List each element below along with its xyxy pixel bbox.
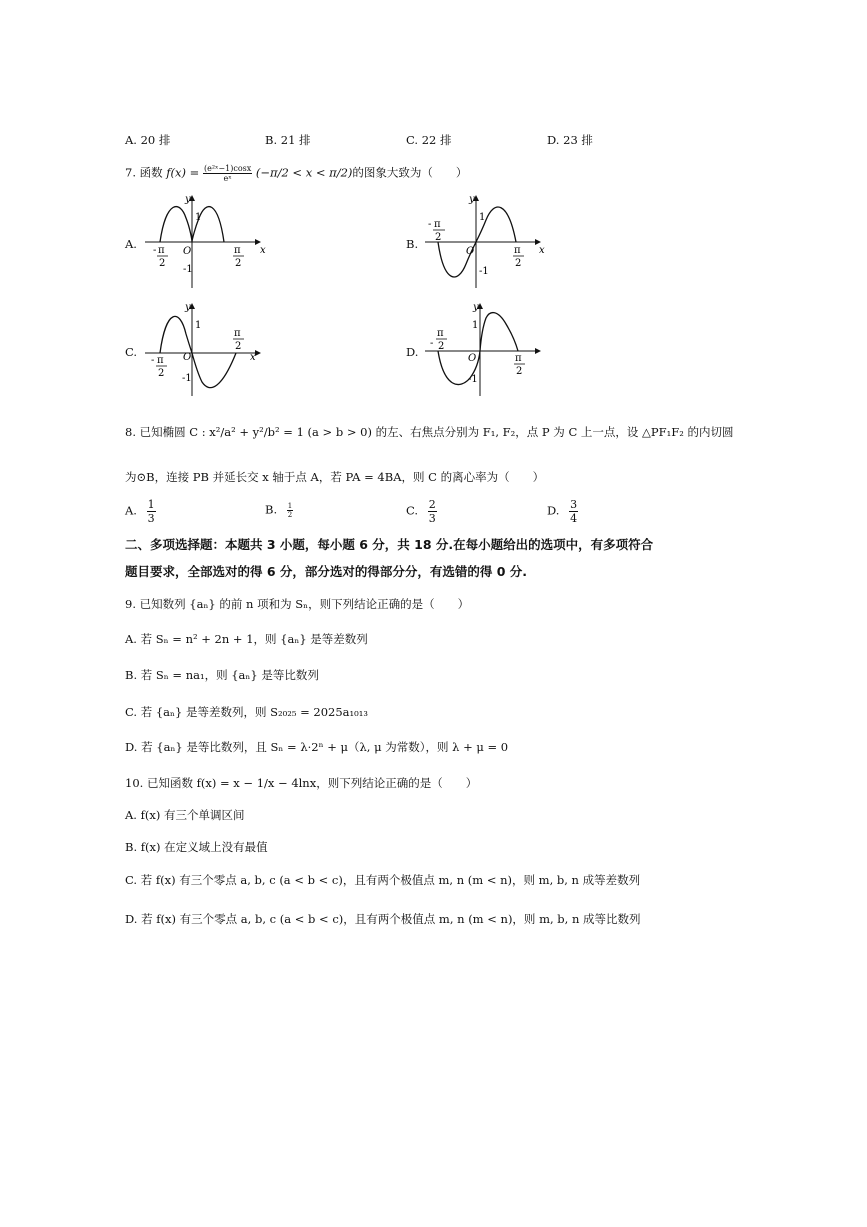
graph-b [420, 190, 550, 290]
graph-a-pi-right: π [234, 245, 241, 256]
graph-b-minus: - [428, 219, 432, 230]
graph-d-pi-right: π [515, 353, 522, 364]
q6-option-a: A. 20 排 [125, 133, 171, 147]
graph-label-a: A. [125, 237, 137, 251]
q7-func: f(x) = [166, 165, 203, 180]
q8-option-a-label: A. [125, 503, 137, 518]
q8-option-a-den: 3 [147, 512, 155, 525]
section2-heading-line1: 二、多项选择题：本题共 3 小题，每小题 6 分，共 18 分.在每小题给出的选项中，有多项符合 [125, 537, 654, 552]
q8-option-b [265, 502, 293, 519]
graph-c-two-right: 2 [235, 341, 242, 352]
q9-option-d: D. 若 {aₙ} 是等比数列，且 Sₙ = λ·2ⁿ + μ（λ, μ 为常数），则 λ + μ = 0 [125, 740, 509, 754]
q7-suffix: 的图象大致为（ ） [352, 165, 468, 180]
q8-option-c-num: 2 [428, 498, 436, 511]
graph-label-c: C. [125, 345, 138, 359]
graph-b-pi-right: π [514, 245, 521, 256]
graph-c [140, 298, 270, 398]
q7-fraction [203, 164, 252, 183]
graph-label-d: D. [406, 345, 419, 359]
q7-number: 7. [125, 165, 136, 180]
q7-prefix: 函数 [139, 165, 163, 180]
graph-b-two-right: 2 [515, 258, 522, 269]
q6-option-d: D. 23 排 [547, 133, 593, 147]
q8-option-b-frac [287, 502, 293, 519]
graph-c-minus: - [151, 355, 155, 366]
graph-b-neg-one: -1 [479, 266, 489, 277]
graph-b-origin: O [466, 246, 475, 257]
q8-line1 [125, 425, 733, 439]
graph-c-y-label: y [185, 302, 191, 313]
graph-c-two-left: 2 [158, 368, 165, 379]
graph-d-neg-one: -1 [468, 374, 478, 385]
q7-fraction-num: (e²ˣ−1)cosx [203, 164, 252, 173]
q8-line1-text: 已知椭圆 C : x²/a² + y²/b² = 1 (a > b > 0) 的左、右焦点分别为 F₁, F₂，点 P 为 C 上一点，设 △PF₁F₂ 的内切圆 [139, 425, 734, 439]
q10-option-a: A. f(x) 有三个单调区间 [125, 808, 245, 822]
q10-stem: 10. 已知函数 f(x) = x − 1/x − 4lnx，则下列结论正确的是（ ） [125, 776, 478, 790]
graph-d-one: 1 [472, 320, 479, 331]
q7-stem [125, 164, 467, 183]
graph-d-y-label: y [473, 302, 479, 313]
graph-b-y-label: y [469, 194, 475, 205]
graph-a-neg-one: -1 [183, 264, 193, 275]
q8-option-d-label: D. [547, 503, 560, 518]
q8-number: 8. [125, 425, 136, 439]
graph-a-two-right: 2 [235, 258, 242, 269]
graph-d-pi-left: π [437, 328, 444, 339]
graph-c-one: 1 [195, 320, 202, 331]
q8-option-a-num: 1 [147, 498, 155, 511]
graph-c-origin: O [183, 352, 192, 363]
graph-a-y-label: y [185, 194, 191, 205]
q10-option-b: B. f(x) 在定义域上没有最值 [125, 840, 268, 854]
q8-option-a [125, 498, 156, 525]
q8-option-c-label: C. [406, 503, 419, 518]
q8-line2: 为⊙B，连接 PB 并延长交 x 轴于点 A，若 PA = 4BA，则 C 的离心率为（ ） [125, 470, 545, 484]
q8-option-c-frac [428, 498, 437, 525]
graph-c-x-label: x [250, 352, 256, 363]
q8-option-c-den: 3 [428, 512, 436, 525]
graph-b-one: 1 [479, 212, 486, 223]
section2-heading-line2: 题目要求，全部选对的得 6 分，部分选对的得部分分，有选错的得 0 分. [125, 564, 528, 579]
q8-option-b-den: 2 [287, 511, 293, 519]
q8-option-d-den: 4 [570, 512, 578, 525]
graph-d-two-left: 2 [438, 341, 445, 352]
q9-stem: 9. 已知数列 {aₙ} 的前 n 项和为 Sₙ，则下列结论正确的是（ ） [125, 597, 470, 611]
graph-d-origin: O [468, 353, 477, 364]
q8-option-b-label: B. [265, 502, 278, 517]
graph-a-minus: - [153, 245, 157, 256]
graph-a-two-left: 2 [159, 258, 166, 269]
graph-a-x-label: x [260, 245, 266, 256]
graph-label-b: B. [406, 237, 419, 251]
q8-option-a-frac [147, 498, 156, 525]
q8-option-d-frac [569, 498, 578, 525]
q8-option-c [406, 498, 437, 525]
graph-a-pi-left: π [158, 245, 165, 256]
q9-option-a: A. 若 Sₙ = n² + 2n + 1，则 {aₙ} 是等差数列 [125, 632, 368, 646]
graph-d-two-right: 2 [516, 366, 523, 377]
q7-fraction-den: eˣ [223, 174, 232, 183]
q10-option-c: C. 若 f(x) 有三个零点 a, b, c (a < b < c)，且有两个极值点 m, n (m < n)，则 m, b, n 成等差数列 [125, 873, 641, 887]
graph-c-neg-one: -1 [182, 373, 192, 384]
q9-option-b: B. 若 Sₙ = na₁，则 {aₙ} 是等比数列 [125, 668, 319, 682]
q10-option-d: D. 若 f(x) 有三个零点 a, b, c (a < b < c)，且有两个极值点 m, n (m < n)，则 m, b, n 成等比数列 [125, 912, 641, 926]
graph-d [420, 298, 550, 398]
q9-option-c: C. 若 {aₙ} 是等差数列，则 S₂₀₂₅ = 2025a₁₀₁₃ [125, 705, 368, 719]
q8-option-d-num: 3 [570, 498, 578, 511]
q6-option-c: C. 22 排 [406, 133, 452, 147]
q8-option-d [547, 498, 578, 525]
graph-b-x-label: x [539, 245, 545, 256]
graph-b-pi-left: π [434, 219, 441, 230]
q8-option-b-num: 1 [287, 502, 293, 510]
graph-d-minus: - [430, 338, 434, 349]
graph-c-pi-left: π [157, 355, 164, 366]
q7-domain: (−π/2 < x < π/2) [255, 165, 353, 180]
graph-a [140, 190, 270, 290]
graph-a-one: 1 [195, 212, 202, 223]
graph-b-two-left: 2 [435, 232, 442, 243]
graph-c-pi-right: π [234, 328, 241, 339]
graph-a-origin: O [183, 246, 192, 257]
q6-option-b: B. 21 排 [265, 133, 311, 147]
